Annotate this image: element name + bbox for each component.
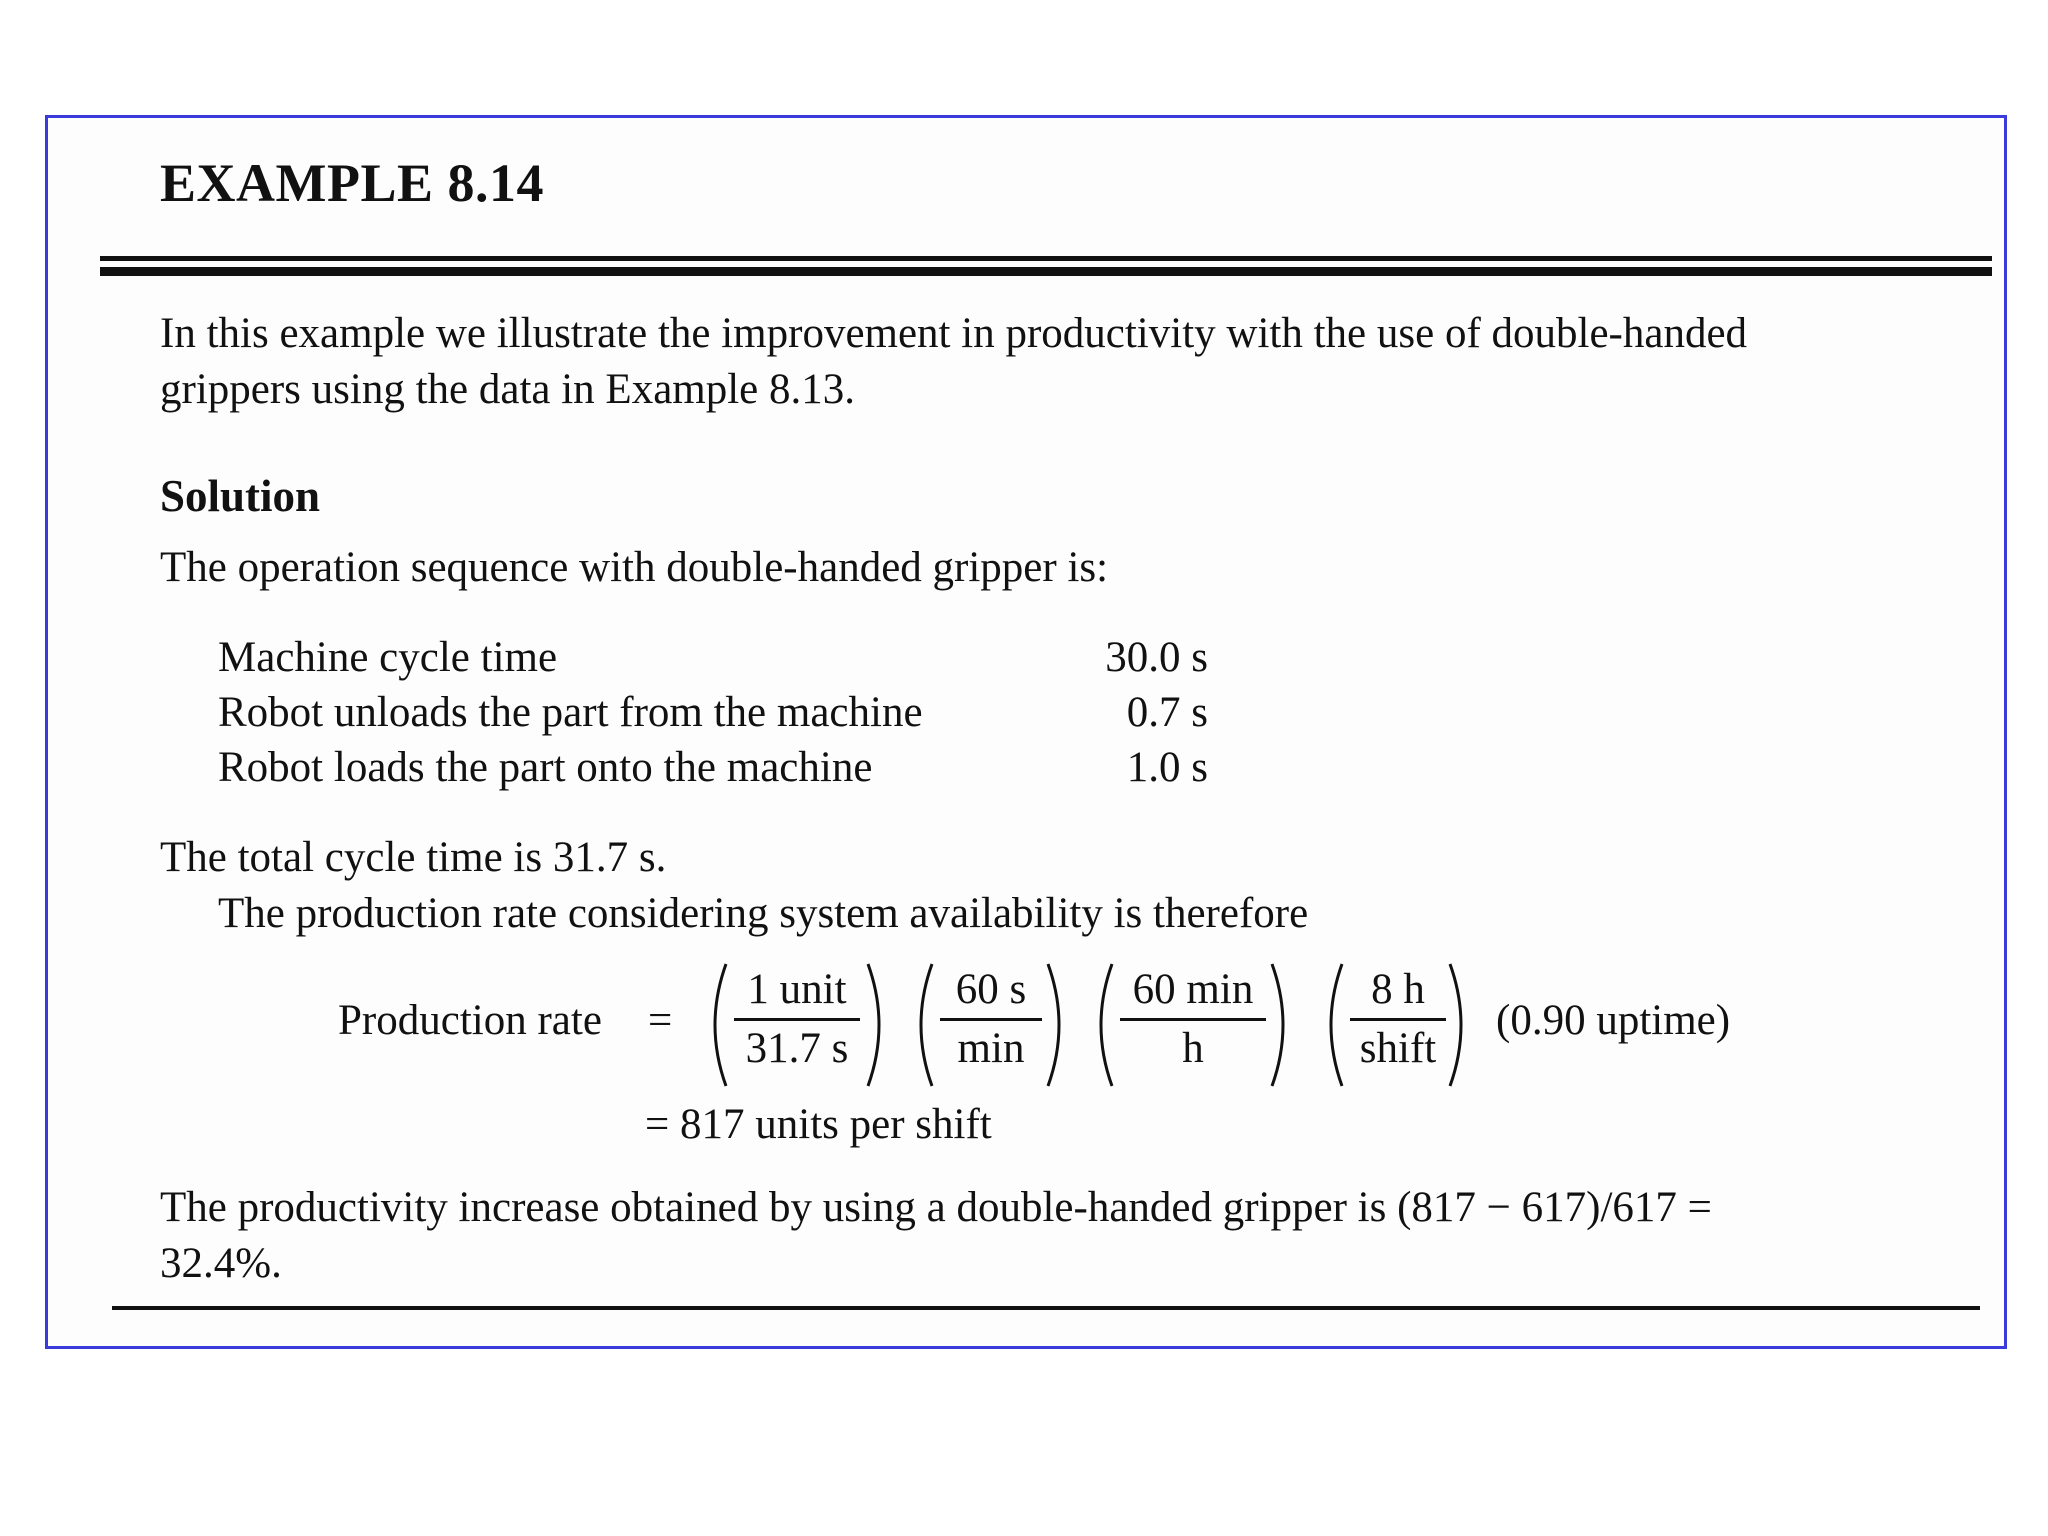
right-paren-icon — [864, 960, 894, 1090]
right-paren-icon — [1044, 960, 1074, 1090]
example-title: EXAMPLE 8.14 — [160, 153, 544, 213]
operation-label: Robot loads the part onto the machine — [218, 744, 873, 791]
equation-lhs: Production rate — [338, 997, 602, 1044]
title-rule — [100, 256, 1992, 276]
fraction-denominator: h — [1182, 1025, 1204, 1072]
operation-row — [218, 740, 1208, 795]
fraction-denominator: min — [957, 1025, 1025, 1072]
fraction-numerator: 1 unit — [747, 966, 847, 1013]
equation-equals: = — [648, 997, 673, 1044]
fraction — [1350, 962, 1446, 1077]
operation-row — [218, 630, 1208, 685]
left-paren-icon — [700, 960, 730, 1090]
bottom-rule — [112, 1306, 1980, 1310]
sequence-intro: The operation sequence with double-handed gripper is: — [160, 544, 1109, 591]
left-paren-icon — [906, 960, 936, 1090]
operation-label: Robot unloads the part from the machine — [218, 689, 923, 736]
intro-line-2: grippers using the data in Example 8.13. — [160, 366, 856, 413]
operations-table — [218, 630, 1208, 795]
fraction — [940, 962, 1042, 1077]
conclusion-line-2: 32.4%. — [160, 1240, 282, 1287]
production-intro: The production rate considering system availability is therefore — [218, 890, 1309, 937]
equation-uptime: (0.90 uptime) — [1496, 997, 1731, 1044]
conclusion-line-1: The productivity increase obtained by using a double-handed gripper is (817 − 617)/617 = — [160, 1184, 1712, 1231]
fraction-numerator: 8 h — [1371, 966, 1425, 1013]
equation-result: = 817 units per shift — [645, 1101, 992, 1148]
fraction-numerator: 60 s — [955, 966, 1027, 1013]
right-paren-icon — [1446, 960, 1476, 1090]
operation-row — [218, 685, 1208, 740]
right-paren-icon — [1268, 960, 1298, 1090]
left-paren-icon — [1086, 960, 1116, 1090]
fraction-numerator: 60 min — [1132, 966, 1254, 1013]
fraction — [734, 962, 860, 1077]
operation-value: 1.0 s — [1126, 744, 1208, 791]
operation-value: 30.0 s — [1105, 634, 1208, 681]
fraction-denominator: shift — [1359, 1025, 1437, 1072]
operation-label: Machine cycle time — [218, 634, 558, 681]
operation-value: 0.7 s — [1126, 689, 1208, 736]
intro-line-1: In this example we illustrate the improvement in productivity with the use of double-handed — [160, 310, 1748, 357]
fraction-denominator: 31.7 s — [745, 1025, 849, 1072]
left-paren-icon — [1316, 960, 1346, 1090]
solution-heading: Solution — [160, 471, 321, 521]
fraction — [1120, 962, 1266, 1077]
total-cycle-text: The total cycle time is 31.7 s. — [160, 834, 667, 881]
